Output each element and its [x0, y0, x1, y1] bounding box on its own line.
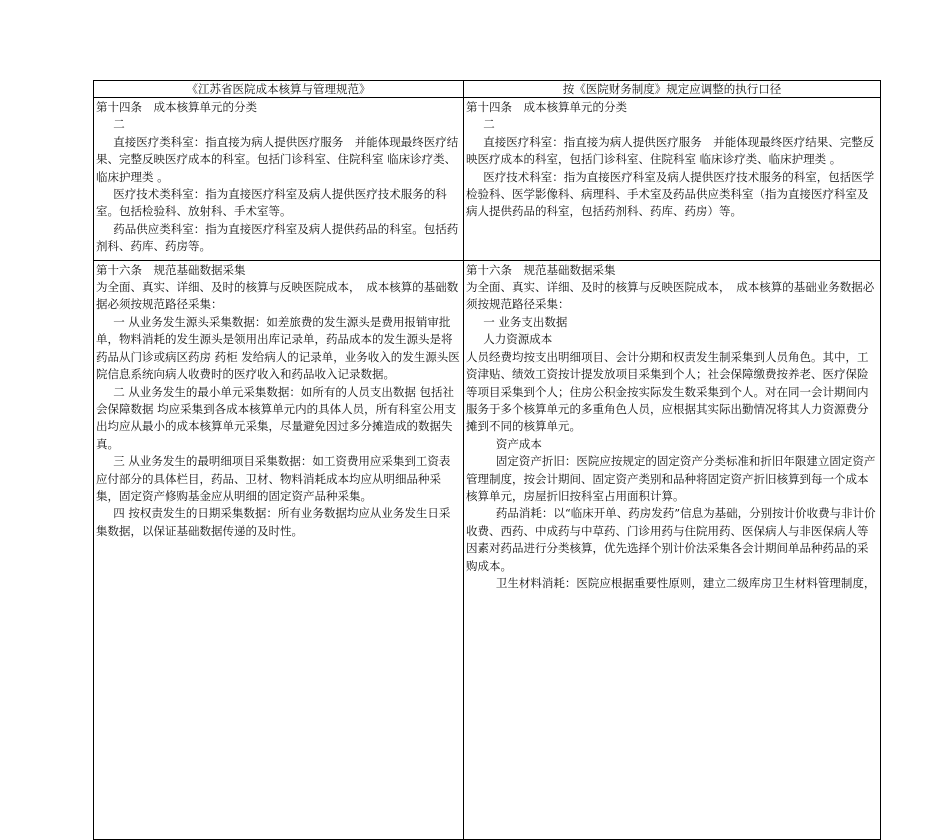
header-right: 按《医院财务制度》规定应调整的执行口径 [464, 81, 881, 98]
article-title: 第十四条 成本核算单元的分类 [96, 100, 257, 114]
paragraph: 固定资产折旧：医院应按规定的固定资产分类标准和折旧年限建立固定资产管理制度，按会计期间、固定资产类别和品种将固定资产折旧核算到每一个成本核算单元，房屋折旧按科室占用面积计算。 [466, 454, 876, 503]
collection-item: 一 从业务发生源头采集数据：如差旅费的发生源头是费用报销审批单，物料消耗的发生源头是领用出库记录单，药品成本的发生源头是将药品从门诊或病区药房 药柜 发给病人的记录单，业务收入的发生源头医院信息系统向病人收费时的医疗收入和药品收入记录数据。 [96, 314, 460, 382]
paragraph: 医疗技术类科室：指为直接医疗科室及病人提供医疗技术服务的科室。包括检验科、放射科、手术室等。 [96, 187, 447, 219]
subsection-heading: 资产成本 [495, 436, 542, 451]
cell-left-article-14 [94, 98, 464, 261]
row-article-14 [94, 98, 881, 261]
sub-heading: 二 [113, 117, 125, 132]
paragraph: 直接医疗科室：指直接为病人提供医疗服务 并能体现最终医疗结果、完整反映医疗成本的科室，包括门诊科室、住院科室 临床诊疗类、临床护理类 。 [466, 134, 875, 167]
header-left: 《江苏省医院成本核算与管理规范》 [94, 81, 464, 98]
sub-heading: 二 [483, 117, 495, 132]
row-article-16 [94, 260, 881, 839]
cell-right-article-14 [464, 98, 881, 261]
intro-text: 为全面、真实、详细、及时的核算与反映医院成本， 成本核算的基础数据必须按规范路径采集： [96, 280, 459, 312]
cell-right-article-16 [464, 260, 881, 839]
cell-left-article-16 [94, 260, 464, 839]
paragraph: 药品消耗：以“临床开单、药房发药”信息为基础，分别按计价收费与非计价收费、西药、中成药与中草药、门诊用药与住院用药、医保病人与非医保病人等因素对药品进行分类核算，优先选择个别计价法采集各会计期间单品种药品的采购成本。 [466, 506, 876, 573]
collection-item: 三 从业务发生的最明细项目采集数据：如工资费用应采集到工资表应付部分的具体栏目，药品、卫材、物料消耗成本均应从明细品种采集，固定资产修购基金应从明细的固定资产品种采集。 [96, 454, 451, 503]
collection-item: 二 从业务发生的最小单元采集数据：如所有的人员支出数据 包括社会保障数据 均应采集到各成本核算单元内的具体人员，所有科室公用支出均应从最小的成本核算单元采集，尽量避免因过多分摊造成的数据失真。 [96, 384, 457, 451]
paragraph: 直接医疗类科室：指直接为病人提供医疗服务 并能体现最终医疗结果、完整反映医疗成本的科室。包括门诊科室、住院科室 临床诊疗类、临床护理类 。 [96, 134, 459, 184]
section-heading: 一 业务支出数据 [483, 314, 568, 329]
header-row [94, 81, 881, 98]
article-title: 第十六条 规范基础数据采集 [466, 262, 616, 277]
paragraph: 药品供应类科室：指为直接医疗科室及病人提供药品的科室。包括药剂科、药库、药房等。 [96, 221, 459, 254]
paragraph: 卫生材料消耗：医院应根据重要性原则，建立二级库房卫生材料管理制度， [495, 575, 876, 590]
article-title: 第十六条 规范基础数据采集 [96, 262, 246, 277]
paragraph: 人员经费均按支出明细项目、会计分期和权责发生制采集到人员角色。其中，工资津贴、绩效工资按计提发放项目采集到个人；社会保障缴费按养老、医疗保险等项目采集到个人；住房公积金按实际发生数采集到个人。对在同一会计期间内服务于多个核算单元的多重角色人员，应根据其实际出勤情况将其人力资源费分摊到不同的核算单元。 [466, 349, 869, 434]
collection-item: 四 按权责发生的日期采集数据：所有业务数据均应从业务发生日采集数据，以保证基础数据传递的及时性。 [96, 506, 451, 538]
comparison-table [93, 80, 881, 840]
article-title: 第十四条 成本核算单元的分类 [466, 100, 627, 114]
intro-text: 为全面、真实、详细、及时的核算与反映医院成本， 成本核算的基础业务数据必须按规范路径采集： [466, 280, 875, 312]
paragraph: 医疗技术科室：指为直接医疗科室及病人提供医疗技术服务的科室，包括医学检验科、医学影像科、病理科、手术室及药品供应类科室（指为直接医疗科室及病人提供药品的科室，包括药剂科、药库、药房）等。 [466, 169, 875, 219]
subsection-heading: 人力资源成本 [483, 332, 553, 347]
